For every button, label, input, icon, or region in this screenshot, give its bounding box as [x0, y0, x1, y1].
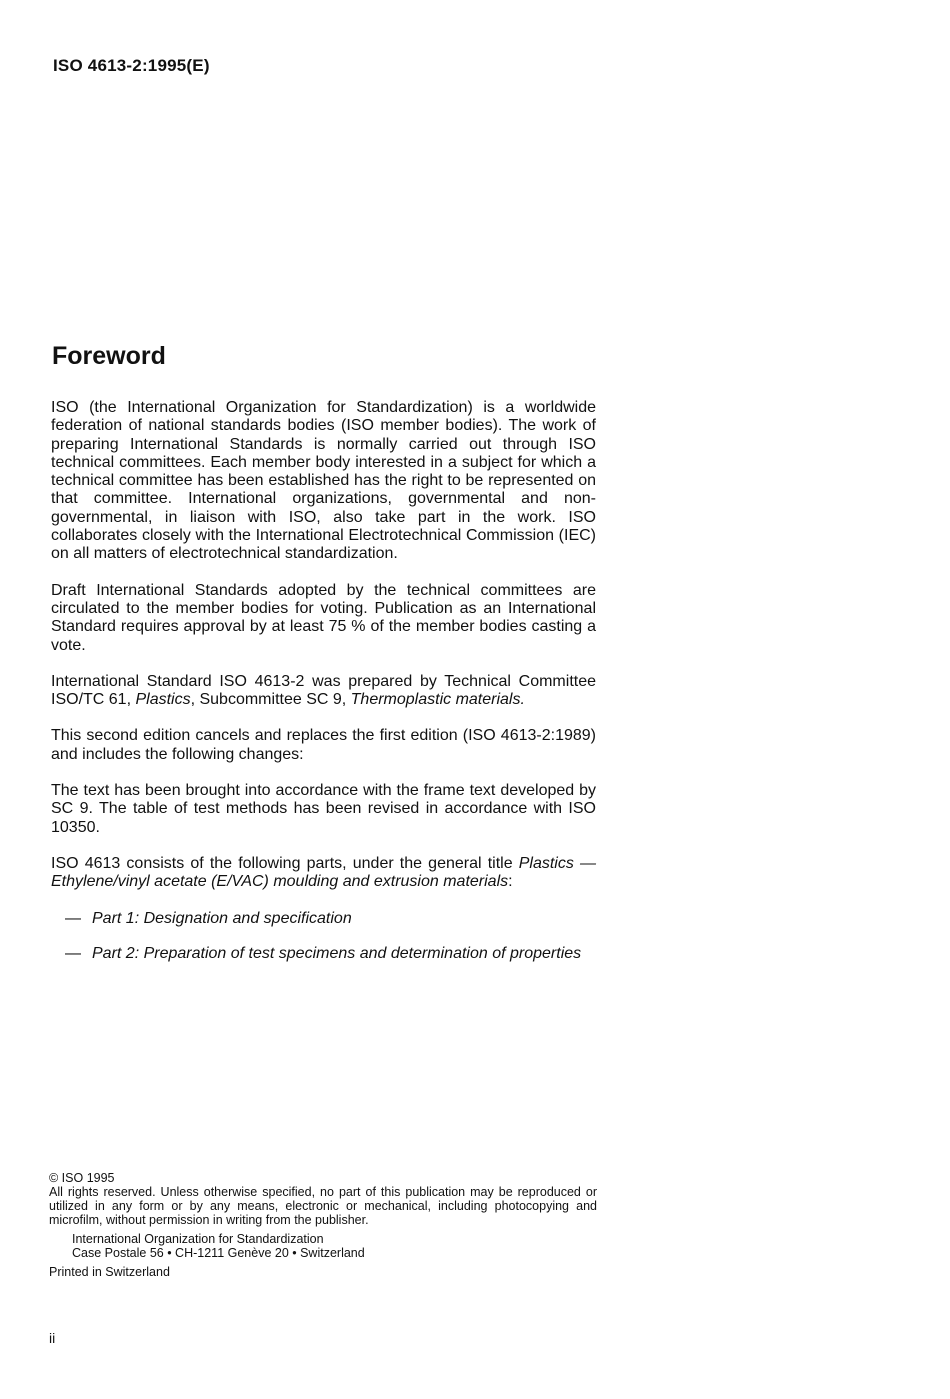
- paragraph-parts-intro: [51, 855, 596, 892]
- publisher-address: [49, 1232, 597, 1260]
- prepared-by-text: International Standard ISO 4613-2 was prepared by Technical Committee ISO/TC 61,: [51, 672, 596, 709]
- paragraph-draft-standards: Draft International Standards adopted by the technical committees are circulated to the member bodies for voting. Publication as an International Standard requires approval by at least 75 % of the member bodies casting a vote.: [51, 581, 596, 654]
- publisher-postal: Case Postale 56 • CH-1211 Genève 20 • Switzerland: [72, 1246, 365, 1260]
- list-item: [51, 910, 596, 928]
- part-title: Part 1: Designation and specification: [92, 909, 352, 927]
- subcommittee-text: , Subcommittee SC 9,: [190, 691, 351, 709]
- document-reference: ISO 4613-2:1995(E): [53, 56, 210, 75]
- foreword-body: [51, 399, 596, 980]
- publisher-org: International Organization for Standardization: [72, 1232, 324, 1246]
- page-number: ii: [49, 1330, 56, 1346]
- page-title: Foreword: [52, 342, 166, 370]
- paragraph-prepared-by: [51, 673, 596, 710]
- rights-notice: All rights reserved. Unless otherwise specified, no part of this publication may be reproduced or utilized in any form or by any means, electronic or mechanical, including photocopying and microfilm, without permission in writing from the publisher.: [49, 1185, 597, 1227]
- parts-intro-colon: :: [508, 873, 513, 891]
- general-title: Plastics — Ethylene/vinyl acetate (E/VAC) moulding and extrusion materials: [51, 854, 596, 891]
- part-title: Part 2: Preparation of test specimens and determination of properties: [92, 944, 582, 962]
- copyright-line: © ISO 1995: [49, 1171, 115, 1185]
- dash-bullet: —: [65, 944, 81, 962]
- copyright-block: [49, 1171, 597, 1279]
- subcommittee-name: Thermoplastic materials.: [350, 691, 525, 709]
- paragraph-edition: This second edition cancels and replaces the first edition (ISO 4613-2:1989) and includes the following changes:: [51, 727, 596, 763]
- printed-in: Printed in Switzerland: [49, 1265, 170, 1279]
- committee-name: Plastics: [135, 691, 191, 709]
- paragraph-changes: The text has been brought into accordance with the frame text developed by SC 9. The table of test methods has been revised in accordance with ISO 10350.: [51, 782, 596, 836]
- paragraph-iso-intro: ISO (the International Organization for Standardization) is a worldwide federation of national standards bodies (ISO member bodies). The work of preparing International Standards is normally carried out through ISO technical committees. Each member body interested in a subject for which a technical committee has been established has the right to be represented on that committee. International organizations, governmental and non-governmental, in liaison with ISO, also take part in the work. ISO collaborates closely with the International Electrotechnical Commission (IEC) on all matters of electrotechnical standardization.: [51, 399, 596, 563]
- list-item: [51, 945, 596, 963]
- parts-intro-text: ISO 4613 consists of the following parts, under the general title: [51, 854, 519, 872]
- dash-bullet: —: [65, 909, 81, 927]
